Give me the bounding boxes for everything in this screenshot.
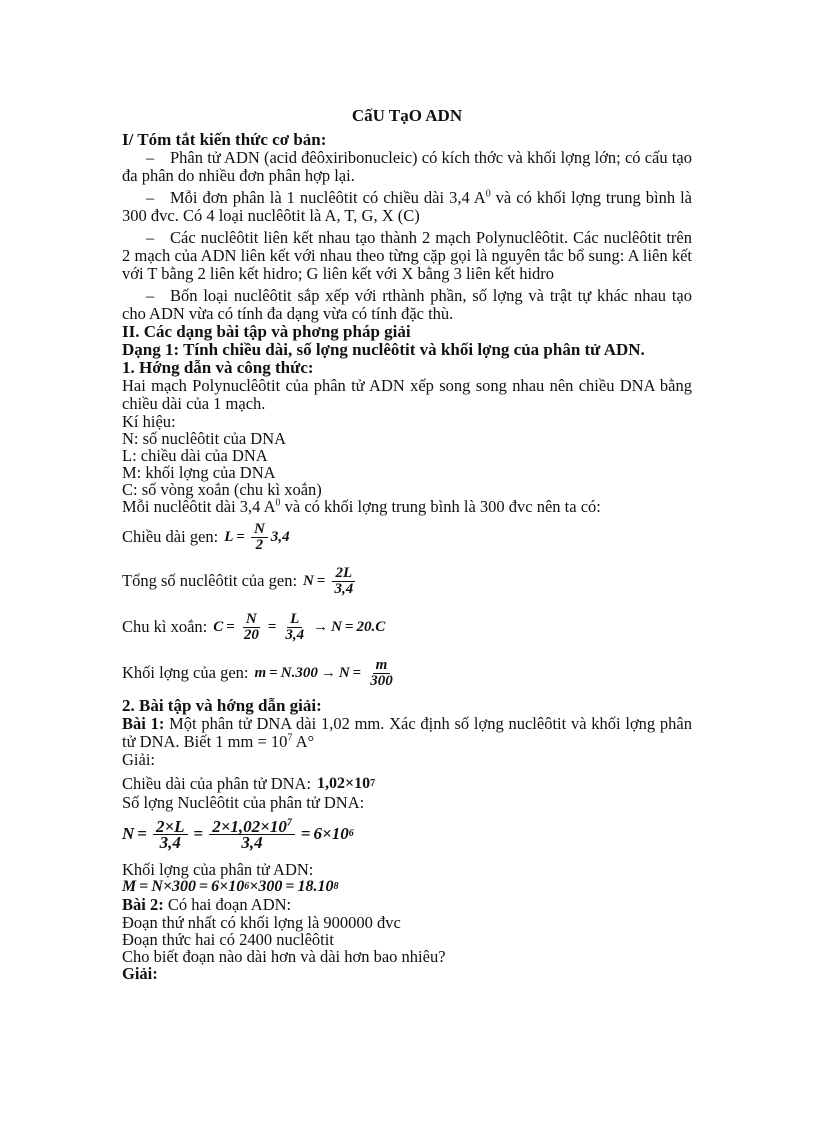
dna-mass-formula: M = N×300 = 6×10 6 ×300 = 18.10 8 [122,878,339,895]
solution-label-1: Giải: [122,750,155,769]
exercise-2-line-3: Cho biết đoạn nào dài hơn và dài hơn bao nhiêu? [122,947,446,966]
symbol-n: N: số nuclêôtit của DNA [122,429,287,448]
nucleotide-count-formula: N = $\frac{2\times L}{3,4}$ = $\frac{2\times 1,02\times 10^7}{3,4}$ = 6×10 6 [122,816,354,852]
formula-total: Tổng số nuclêôtit của gen: N = $\frac{2L}{3,4}$ [122,564,354,597]
symbol-m: M: khối lợng của DNA [122,463,276,482]
exercise-2: Bài 2: Có hai đoạn ADN: [122,895,292,914]
exercise-2-line-2: Đoạn thức hai có 2400 nuclêôtit [122,930,334,949]
intro-paragraph: Hai mạch Polynuclêôtit của phân tử ADN xếp song song nhau nên chiều DNA bằng chiều dài của 1 mạch. [122,376,692,413]
nucleotide-note: Mỗi nuclêôtit dài 3,4 $A^0$ và có khối lợng trung bình là 300 đvc nên ta có: [122,497,601,516]
section-heading-1: I/ Tóm tắt kiến thức cơ bản: [122,130,327,149]
subheading-2: 2. Bài tập và hớng dẫn giải: [122,696,322,715]
exercise-2-line-1: Đoạn thứ nhất có khối lợng là 900000 đvc [122,913,401,932]
formula-mass: Khối lợng của gen: m = N.300 → N = $\frac{m}{300}$ [122,656,393,689]
section-heading-2: II. Các dạng bài tập và phơng pháp giải [122,322,411,341]
nucleotide-count-label: Số lợng Nuclêôtit của phân tử DNA: [122,793,365,812]
page-title: CấU TạO ADN [351,106,463,125]
symbol-c: C: số vòng xoắn (chu kì xoắn) [122,480,322,499]
symbol-l: L: chiều dài của DNA [122,446,268,465]
dna-mass-label: Khối lợng của phân tử ADN: [122,860,314,879]
symbols-label: Kí hiệu: [122,412,176,431]
bullet-1: – Phân tử ADN (acid đêôxiribonucleic) có kích thớc và khối lợng lớn; có cấu tạo đa phân do nhiều đơn phân hợp lại. [122,148,692,185]
bullet-2: – Mỗi đơn phân là 1 nuclêôtit có chiều dài 3,4 $A^0$ và có khối lợng trung bình là 300 đvc. Có 4 loại nuclêôtit là A, T, G, X (C) [122,188,692,225]
formula-length: Chiều dài gen: L = $\frac{N}{2}$ 3,4 [122,520,290,553]
solution-label-2: Giải: [122,964,158,983]
subheading-1: 1. Hớng dẫn và công thức: [122,358,314,377]
bullet-4: – Bốn loại nuclêôtit sắp xếp với rthành phần, số lợng và trật tự khác nhau tạo cho ADN vừa có tính đa dạng vừa có tính đặc thù. [122,286,692,323]
dna-length-line: Chiều dài của phân tử DNA: 1,02×10 7 [122,774,376,793]
document-page [122,100,692,982]
dang1-heading: Dạng 1: Tính chiều dài, số lợng nuclêôtit và khối lợng của phân tử ADN. [122,340,645,359]
formula-cycle: Chu kì xoắn: C = $\frac{N}{20}$ = $\frac{L}{3,4}$ → N = 20.C [122,610,386,643]
exercise-1: Bài 1: Một phân tử DNA dài 1,02 mm. Xác định số lợng nuclêôtit và khối lợng phân tử DNA. Biết 1 mm = $10^7$ A° [122,714,693,751]
bullet-3: – Các nuclêôtit liên kết nhau tạo thành 2 mạch Polynuclêôtit. Các nuclêôtit trên 2 mạch của ADN liên kết với nhau theo từng cặp gọi là nguyên tắc bổ sung: A liên kết với T bằng 2 liên kết hidro; G liên kết với X bằng 3 liên kết hidro [122,228,692,283]
